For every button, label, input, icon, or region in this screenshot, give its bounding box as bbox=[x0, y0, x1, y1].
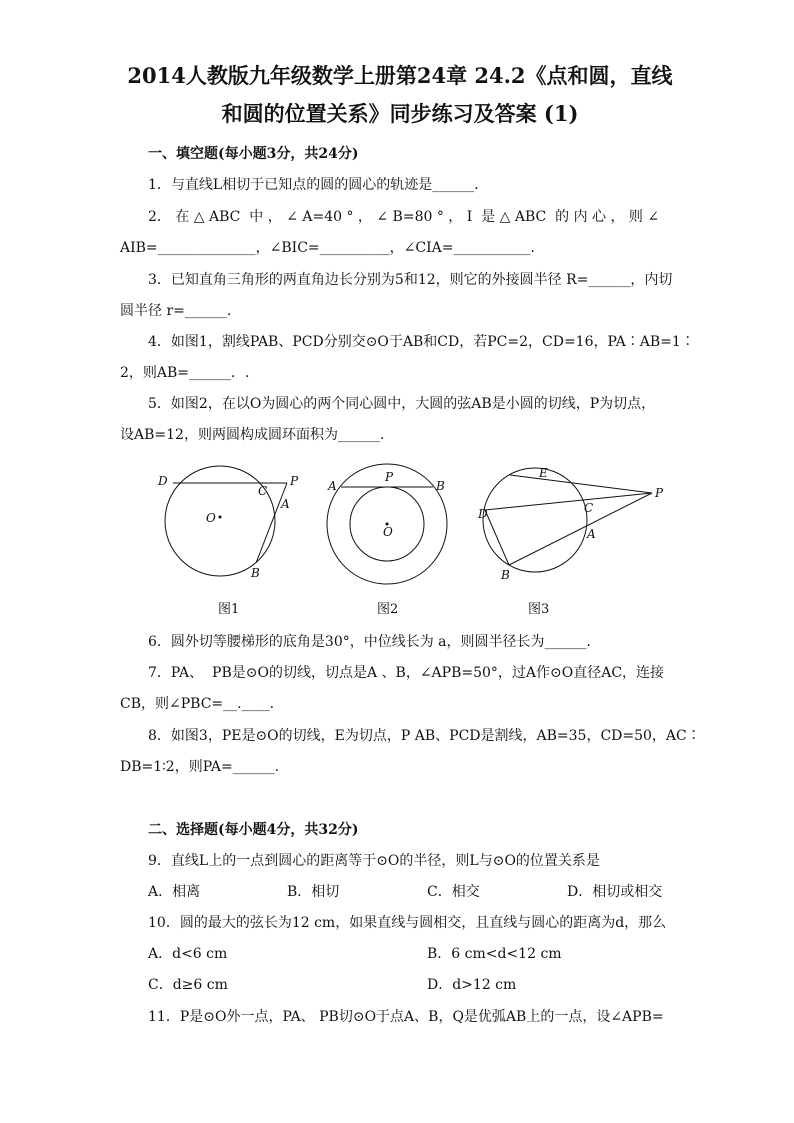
q9-option-d: D．相切或相交 bbox=[567, 884, 663, 900]
question-9: 9．直线L上的一点到圆心的距离等于⊙O的半径，则L与⊙O的位置关系是 bbox=[148, 853, 600, 869]
q10-option-a: A．d<6 cm bbox=[148, 946, 228, 962]
question-5-line2: 设AB=12，则两圆构成圆环面积为______. bbox=[120, 427, 385, 443]
fig3-secant-pcd bbox=[485, 493, 652, 510]
question-2-line1: 2． 在 △ ABC 中 ， ∠ A=40 ° ， ∠ B=80 ° ， I 是 △ ABC 的 内 心 ， 则 ∠ bbox=[148, 209, 660, 225]
question-6: 6．圆外切等腰梯形的底角是30°，中位线长为 a，则圆半径长为______． bbox=[148, 634, 601, 650]
figure-2 bbox=[320, 460, 460, 600]
question-7-line2: CB，则∠PBC=__.____. bbox=[120, 696, 275, 712]
figure-1 bbox=[150, 465, 310, 595]
fig1-label-b: B bbox=[251, 566, 260, 580]
fig1-label-p: P bbox=[290, 474, 299, 488]
section2-header: 二、选择题(每小题4分，共32分) bbox=[148, 822, 359, 838]
q10-option-b: B．6 cm<d<12 cm bbox=[427, 946, 562, 962]
question-11: 11．P是⊙O外一点，PA、 PB切⊙O于点A、B，Q是优弧AB上的一点，设∠APB= bbox=[148, 1009, 664, 1025]
fig2-label-o: O bbox=[383, 525, 393, 539]
figure-3-caption: 图3 bbox=[528, 602, 550, 617]
fig1-label-d: D bbox=[158, 474, 168, 488]
question-1: 1．与直线L相切于已知点的圆的圆心的轨迹是______． bbox=[148, 177, 489, 193]
fig3-label-b: B bbox=[501, 568, 510, 582]
question-7-line1: 7．PA、 PB是⊙O的切线，切点是A 、B，∠APB=50°，过A作⊙O直径AC，连接 bbox=[148, 665, 665, 681]
question-8-line1: 8．如图3，PE是⊙O的切线，E为切点，P AB、PCD是割线，AB=35，CD=50，AC∶ bbox=[148, 728, 701, 744]
q9-option-c: C．相交 bbox=[427, 884, 480, 900]
question-10: 10．圆的最大的弦长为12 cm，如果直线与圆相交，且直线与圆心的距离为d，那么 bbox=[148, 915, 667, 931]
fig3-tangent-pe bbox=[510, 475, 652, 493]
fig3-label-e: E bbox=[539, 466, 548, 480]
fig3-circle bbox=[483, 468, 587, 572]
fig3-label-c: C bbox=[584, 501, 594, 515]
q10-option-c: C．d≥6 cm bbox=[148, 977, 228, 993]
fig1-label-c: C bbox=[258, 484, 268, 498]
fig2-label-b: B bbox=[436, 479, 445, 493]
q9-option-a: A．相离 bbox=[148, 884, 201, 900]
fig1-label-a: A bbox=[281, 497, 290, 511]
question-3-line1: 3．已知直角三角形的两直角边长分别为5和12，则它的外接圆半径 R=______，内切 bbox=[148, 272, 673, 288]
fig1-label-o: O bbox=[206, 511, 216, 525]
q9-option-b: B．相切 bbox=[287, 884, 340, 900]
section1-header: 一、填空题(每小题3分，共24分) bbox=[148, 146, 359, 162]
fig2-label-a: A bbox=[328, 479, 337, 493]
figure-3 bbox=[475, 460, 675, 590]
question-3-line2: 圆半径 r=______． bbox=[120, 303, 241, 319]
fig3-label-a: A bbox=[587, 527, 596, 541]
question-5-line1: 5．如图2，在以O为圆心的两个同心圆中，大圆的弦AB是小圆的切线，P为切点， bbox=[148, 396, 656, 412]
page-title-line1: 2014人教版九年级数学上册第24章 24.2《点和圆，直线 bbox=[127, 63, 673, 88]
question-8-line2: DB=1∶2，则PA=______. bbox=[120, 759, 280, 775]
fig3-chord-db bbox=[485, 510, 509, 565]
q10-option-d: D．d>12 cm bbox=[427, 977, 517, 993]
fig1-center-dot bbox=[219, 516, 222, 519]
fig2-label-p: P bbox=[385, 470, 394, 484]
fig3-secant-pab bbox=[509, 493, 652, 565]
question-4-line1: 4．如图1，割线PAB、PCD分别交⊙O于AB和CD，若PC=2，CD=16，PA∶AB=1∶ bbox=[148, 334, 695, 350]
fig3-label-d: D bbox=[478, 507, 488, 521]
question-2-line2: AIB=______________，∠BIC=__________，∠CIA=___________. bbox=[120, 240, 535, 256]
figure-2-caption: 图2 bbox=[377, 602, 399, 617]
page-title-line2: 和圆的位置关系》同步练习及答案 (1) bbox=[221, 101, 579, 126]
fig3-label-p: P bbox=[655, 486, 664, 500]
figure-1-caption: 图1 bbox=[218, 602, 240, 617]
question-4-line2: 2，则AB=______．. bbox=[120, 365, 250, 381]
